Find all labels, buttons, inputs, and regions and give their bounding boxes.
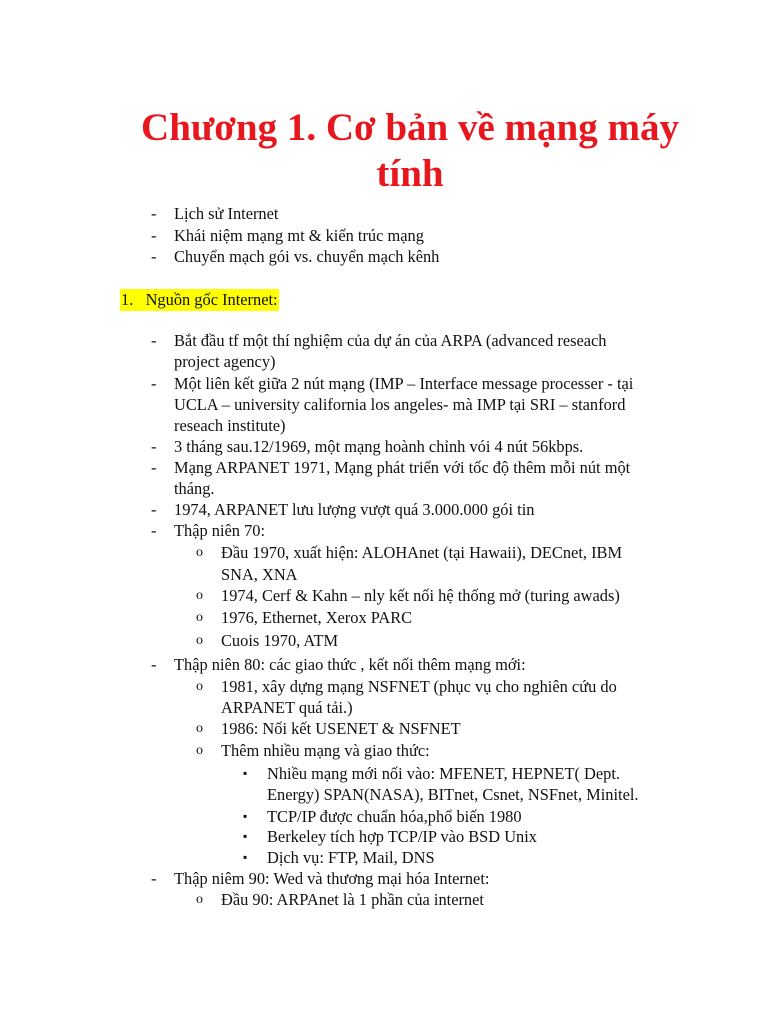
paragraph-line: Bắt đầu tf một thí nghiệm của dự án của ARPA (advanced reseach bbox=[174, 331, 607, 350]
paragraph-line: project agency) bbox=[174, 352, 276, 371]
sub-item-line: Đầu 1970, xuất hiện: ALOHAnet (tại Hawaii), DECnet, IBM bbox=[221, 543, 623, 562]
paragraph-line: UCLA – university california los angeles- mà IMP tại SRI – stanford bbox=[174, 395, 626, 414]
dash-bullet: - bbox=[151, 204, 157, 223]
dash-bullet: - bbox=[151, 458, 157, 477]
dash-bullet: - bbox=[151, 500, 157, 519]
chapter-title-line-1: Chương 1. Cơ bản về mạng máy bbox=[141, 106, 679, 149]
sub-item-line: ARPANET quá tải.) bbox=[221, 698, 353, 717]
sub-item-line: SNA, XNA bbox=[221, 565, 298, 584]
intro-bullet-switching: Chuyển mạch gói vs. chuyển mạch kênh bbox=[174, 247, 440, 266]
dash-bullet: - bbox=[151, 655, 157, 674]
sub-sub-item-line: Dịch vụ: FTP, Mail, DNS bbox=[267, 848, 435, 867]
circle-bullet: o bbox=[196, 545, 203, 560]
circle-bullet: o bbox=[196, 633, 203, 648]
sub-item-line: 1974, Cerf & Kahn – nly kết nối hệ thống mở (turing awads) bbox=[221, 586, 620, 605]
paragraph-line: reseach institute) bbox=[174, 416, 286, 435]
section-number: 1. bbox=[121, 290, 134, 309]
paragraph-line: 3 tháng sau.12/1969, một mạng hoành chỉnh vói 4 nút 56kbps. bbox=[174, 437, 584, 456]
circle-bullet: o bbox=[196, 892, 203, 907]
circle-bullet: o bbox=[196, 588, 203, 603]
paragraph-line: Thập niêm 90: Wed và thương mại hóa Internet: bbox=[174, 869, 490, 888]
dash-bullet: - bbox=[151, 869, 157, 888]
dash-bullet: - bbox=[151, 521, 157, 540]
sub-sub-item-line: Nhiều mạng mới nối vào: MFENET, HEPNET( Dept. bbox=[267, 764, 620, 783]
dash-bullet: - bbox=[151, 374, 157, 393]
square-bullet: ▪ bbox=[243, 850, 248, 864]
circle-bullet: o bbox=[196, 721, 203, 736]
intro-bullet-history: Lịch sử Internet bbox=[174, 204, 279, 223]
dash-bullet: - bbox=[151, 331, 157, 350]
circle-bullet: o bbox=[196, 679, 203, 694]
sub-sub-item-line: Energy) SPAN(NASA), BITnet, Csnet, NSFnet, Minitel. bbox=[267, 785, 639, 804]
sub-item-line: 1976, Ethernet, Xerox PARC bbox=[221, 608, 413, 627]
paragraph-line: Mạng ARPANET 1971, Mạng phát triển với tốc độ thêm mỗi nút một bbox=[174, 458, 631, 477]
dash-bullet: - bbox=[151, 437, 157, 456]
dash-bullet: - bbox=[151, 247, 157, 266]
paragraph-line: Thập niên 70: bbox=[174, 521, 266, 540]
paragraph-line: Một liên kết giữa 2 nút mạng (IMP – Interface message processer - tại bbox=[174, 374, 634, 393]
circle-bullet: o bbox=[196, 743, 203, 758]
intro-bullet-concepts: Khái niệm mạng mt & kiến trúc mạng bbox=[174, 226, 424, 245]
section-title: Nguồn gốc Internet: bbox=[145, 290, 278, 309]
sub-sub-item-line: Berkeley tích hợp TCP/IP vào BSD Unix bbox=[267, 827, 537, 846]
square-bullet: ▪ bbox=[243, 766, 248, 780]
sub-item-line: 1981, xây dựng mạng NSFNET (phục vụ cho nghiên cứu do bbox=[221, 677, 617, 696]
dash-bullet: - bbox=[151, 226, 157, 245]
sub-item-line: 1986: Nối kết USENET & NSFNET bbox=[221, 719, 461, 738]
paragraph-line: tháng. bbox=[174, 479, 215, 498]
chapter-title-line-2: tính bbox=[376, 152, 444, 195]
sub-sub-item-line: TCP/IP được chuẩn hóa,phổ biến 1980 bbox=[267, 807, 522, 826]
sub-item-line: Đầu 90: ARPAnet là 1 phần của internet bbox=[221, 890, 484, 909]
paragraph-line: 1974, ARPANET lưu lượng vượt quá 3.000.000 gói tin bbox=[174, 500, 535, 519]
square-bullet: ▪ bbox=[243, 829, 248, 843]
sub-item-line: Cuois 1970, ATM bbox=[221, 631, 339, 650]
square-bullet: ▪ bbox=[243, 809, 248, 823]
sub-item-line: Thêm nhiều mạng và giao thức: bbox=[221, 741, 430, 760]
section-heading-highlighted bbox=[120, 289, 279, 311]
paragraph-line: Thập niên 80: các giao thức , kết nối thêm mạng mới: bbox=[174, 655, 526, 674]
circle-bullet: o bbox=[196, 610, 203, 625]
